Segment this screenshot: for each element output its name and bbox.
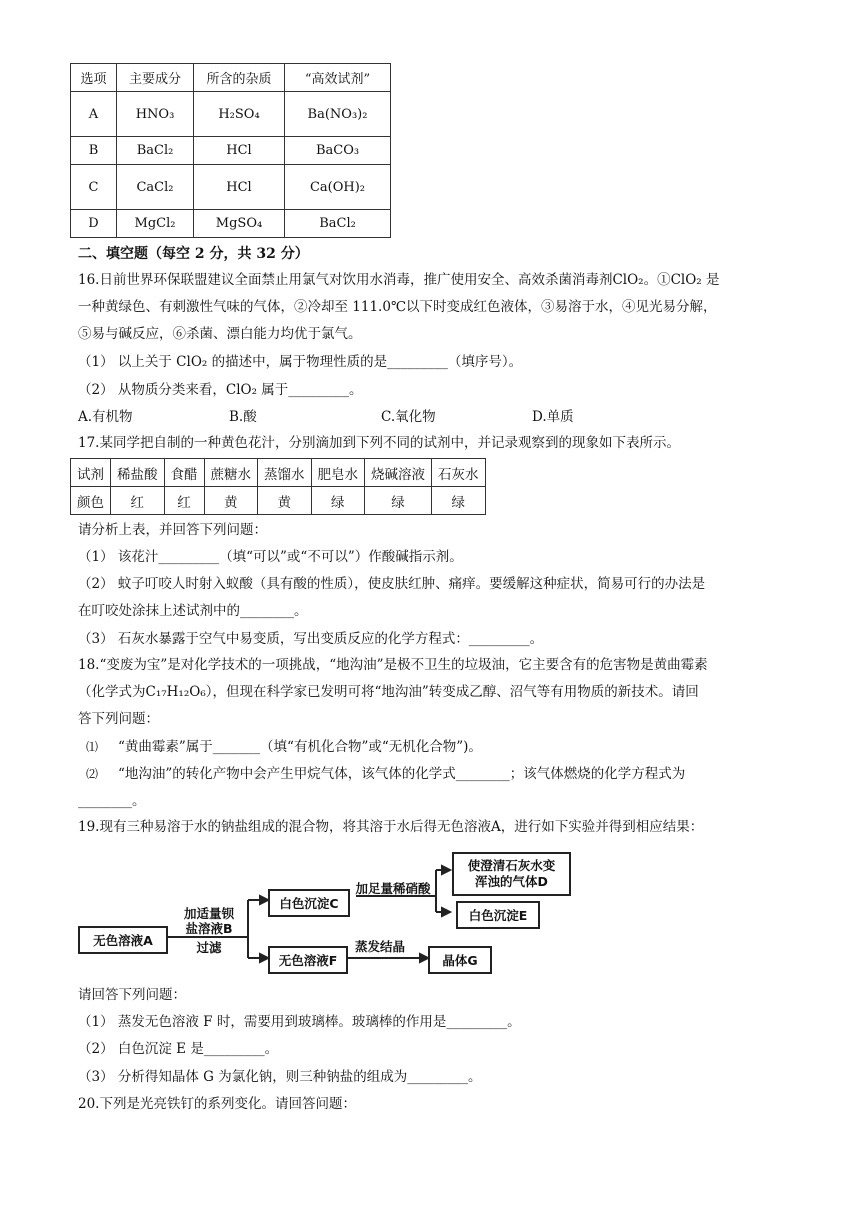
table-cell: D [71, 210, 117, 238]
table-cell: 红 [111, 487, 165, 515]
table-cell: 红 [164, 487, 204, 515]
node-precipitate-c: 白色沉淀C [268, 889, 350, 917]
node-crystal-g: 晶体G [428, 946, 492, 974]
q18-num: ⑴ [86, 740, 99, 754]
q17-sub: （3） 石灰水暴露于空气中易变质，写出变质反应的化学方程式：_________。 [78, 631, 544, 647]
q18-line: （化学式为C₁₇H₁₂O₆），但现在科学家已发明可将“地沟油”转变成乙醇、沼气等有用物质的新技术。请回 [78, 684, 699, 700]
node-gas-d-line1: 使澄清石灰水变 [467, 858, 556, 873]
q18-sub: “黄曲霉素”属于_______（填“有机化合物”或“无机化合物”)。 [118, 739, 482, 755]
q17-intro: 17.某同学把自制的一种黄色花汁，分别滴加到下列不同的试剂中，并记录观察到的现象如下表所示。 [78, 435, 680, 451]
q18-sub: “地沟油”的转化产物中会产生甲烷气体，该气体的化学式________；该气体燃烧的化学方程式为 [118, 766, 686, 782]
q19-prompt: 请回答下列问题： [78, 987, 186, 1003]
label-filter: 过滤 [196, 940, 222, 955]
table-cell: BaCl₂ [285, 210, 391, 238]
label-evaporate: 蒸发结晶 [354, 939, 405, 954]
table-cell: 绿 [432, 487, 486, 515]
table-cell: MgSO₄ [194, 210, 285, 238]
table-cell: BaCO₃ [285, 137, 391, 165]
table-cell: BaCl₂ [117, 137, 194, 165]
table-cell: 试剂 [71, 459, 111, 487]
table-cell: 蒸馏水 [258, 459, 312, 487]
q16-sub: （2） 从物质分类来看，ClO₂ 属于_________。 [78, 382, 363, 398]
q16-sub: （1） 以上关于 ClO₂ 的描述中，属于物理性质的是_________（填序号）。 [78, 354, 523, 370]
q18-line: 18.“变废为宝”是对化学技术的一项挑战，“地沟油”是极不卫生的垃圾油，它主要含有的危害物是黄曲霉素 [78, 657, 708, 673]
q19-intro: 19.现有三种易溶于水的钠盐组成的混合物，将其溶于水后得无色溶液A，进行如下实验并得到相应结果： [78, 819, 704, 835]
q16-line: 一种黄绿色、有刺激性气味的气体，②冷却至 111.0℃以下时变成红色液体，③易溶于水，④见光易分解， [78, 299, 717, 315]
q18-line: 答下列问题： [78, 711, 159, 727]
table-cell: HCl [194, 137, 285, 165]
table-cell: 黄 [204, 487, 258, 515]
option-d: D.单质 [532, 409, 574, 425]
q19-sub: （2） 白色沉淀 E 是_________。 [78, 1041, 279, 1057]
table-cell: 蔗糖水 [204, 459, 258, 487]
q17-sub: （2） 蚊子叮咬人时射入蚁酸（具有酸的性质），使皮肤红肿、痛痒。要缓解这种症状，简易可行的办法是 [78, 576, 706, 592]
table-cell: 肥皂水 [311, 459, 365, 487]
table-cell: 颜色 [71, 487, 111, 515]
table-header: 主要成分 [117, 64, 194, 92]
q20-intro: 20.下列是光亮铁钉的系列变化。请回答问题： [78, 1096, 356, 1112]
table-cell: Ca(OH)₂ [285, 165, 391, 210]
section-title: 二、填空题（每空 2 分，共 32 分） [78, 246, 309, 262]
table-cell: HNO₃ [117, 92, 194, 137]
table-cell: B [71, 137, 117, 165]
node-solution-a: 无色溶液A [78, 926, 168, 954]
option-b: B.酸 [229, 409, 257, 425]
table-cell: Ba(NO₃)₂ [285, 92, 391, 137]
table-cell: 食醋 [164, 459, 204, 487]
q19-sub: （3） 分析得知晶体 G 为氯化钠，则三种钠盐的组成为_________。 [78, 1069, 482, 1085]
label-reagent-b-line1: 加适量钡 [183, 906, 234, 921]
indicator-table [70, 458, 486, 515]
reagent-table [70, 63, 391, 238]
table-cell: 黄 [258, 487, 312, 515]
option-c: C.氧化物 [381, 409, 436, 425]
option-a: A.有机物 [78, 409, 133, 425]
table-cell: 稀盐酸 [111, 459, 165, 487]
table-cell: MgCl₂ [117, 210, 194, 238]
node-gas-d [452, 852, 571, 896]
q17-prompt: 请分析上表，并回答下列问题： [78, 522, 267, 538]
q18-sub: ________。 [78, 793, 146, 809]
table-cell: CaCl₂ [117, 165, 194, 210]
table-header: 选项 [71, 64, 117, 92]
node-solution-f: 无色溶液F [268, 946, 348, 974]
table-cell: A [71, 92, 117, 137]
table-header: “高效试剂” [285, 64, 391, 92]
table-cell: 烧碱溶液 [365, 459, 432, 487]
node-gas-d-line2: 浑浊的气体D [475, 874, 548, 889]
table-cell: 石灰水 [432, 459, 486, 487]
label-reagent-b [171, 906, 247, 936]
label-reagent-b-line2: 盐溶液B [185, 921, 233, 936]
q18-num: ⑵ [86, 767, 99, 781]
label-add-acid: 加足量稀硝酸 [355, 881, 431, 896]
table-cell: 绿 [365, 487, 432, 515]
table-cell: C [71, 165, 117, 210]
q19-sub: （1） 蒸发无色溶液 F 时，需要用到玻璃棒。玻璃棒的作用是_________。 [78, 1014, 521, 1030]
table-header: 所含的杂质 [194, 64, 285, 92]
q17-sub: （1） 该花汁_________（填“可以”或“不可以”）作酸碱指示剂。 [78, 549, 463, 565]
table-cell: H₂SO₄ [194, 92, 285, 137]
node-precipitate-e: 白色沉淀E [456, 901, 540, 929]
q16-line: 16.日前世界环保联盟建议全面禁止用氯气对饮用水消毒，推广使用安全、高效杀菌消毒剂ClO₂。①ClO₂ 是 [78, 272, 720, 288]
q16-line: ⑤易与碱反应，⑥杀菌、漂白能力均优于氯气。 [78, 326, 362, 342]
q17-sub: 在叮咬处涂抹上述试剂中的________。 [78, 603, 308, 619]
table-cell: 绿 [311, 487, 365, 515]
table-cell: HCl [194, 165, 285, 210]
